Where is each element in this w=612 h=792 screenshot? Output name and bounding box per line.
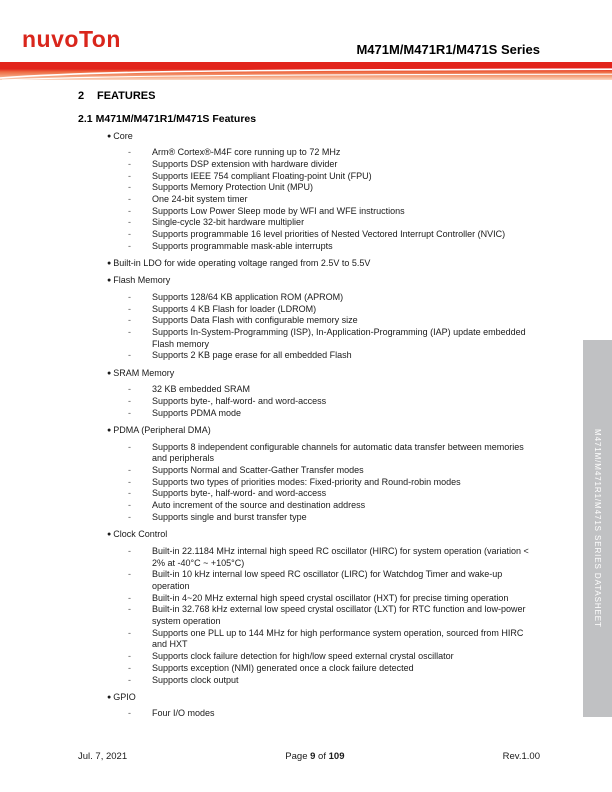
feature-label: Flash Memory	[113, 275, 171, 286]
feature-sub-text: Supports clock output	[152, 674, 239, 685]
bullet-icon: ●	[107, 277, 112, 285]
feature-group	[78, 275, 540, 362]
feature-sub-text: Supports Low Power Sleep mode by WFI and WFE instructions	[152, 205, 405, 216]
nuvoton-logo: nuvoTon	[22, 26, 121, 52]
dash-icon: -	[128, 476, 131, 487]
feature-sub-item	[128, 488, 540, 500]
footer-revision: Rev.1.00	[502, 751, 540, 762]
bullet-icon: ●	[107, 369, 112, 377]
feature-group	[78, 258, 540, 270]
bullet-icon: ●	[107, 531, 112, 539]
feature-sub-text: Arm® Cortex®-M4F core running up to 72 MHz	[152, 147, 341, 158]
dash-icon: -	[128, 500, 131, 511]
dash-icon: -	[128, 182, 131, 193]
dash-icon: -	[128, 592, 131, 603]
bullet-icon: ●	[107, 426, 112, 434]
dash-icon: -	[128, 147, 131, 158]
dash-icon: -	[128, 170, 131, 181]
dash-icon: -	[128, 407, 131, 418]
feature-sub-item	[128, 229, 540, 241]
footer-date: Jul. 7, 2021	[78, 751, 128, 762]
feature-sub-text: Supports 2 KB page erase for all embedded Flash	[152, 350, 352, 361]
feature-bullet-line	[107, 692, 540, 704]
feature-sub-item	[128, 147, 540, 159]
footer-of-word: of	[315, 751, 329, 762]
dash-icon: -	[128, 158, 131, 169]
feature-label: Core	[113, 130, 133, 141]
feature-label: PDMA (Peripheral DMA)	[113, 424, 211, 435]
dash-icon: -	[128, 662, 131, 673]
side-tab	[583, 340, 612, 717]
dash-icon: -	[128, 708, 131, 719]
page-content	[78, 90, 540, 720]
feature-sub-text: Supports Normal and Scatter-Gather Transfer modes	[152, 465, 364, 476]
feature-sub-item	[128, 194, 540, 206]
dash-icon: -	[128, 511, 131, 522]
feature-label: GPIO	[113, 691, 136, 702]
feature-sub-text: Supports byte-, half-word- and word-access	[152, 488, 327, 499]
feature-sub-text: Four I/O modes	[152, 708, 215, 719]
feature-sub-item	[128, 384, 540, 396]
dash-icon: -	[128, 315, 131, 326]
feature-bullet-line	[107, 529, 540, 541]
dash-icon: -	[128, 205, 131, 216]
feature-sub-text: Supports programmable 16 level priorities of Nested Vectored Interrupt Controller (NVIC)	[152, 229, 506, 240]
feature-sub-text: Supports byte-, half-word- and word-access	[152, 396, 327, 407]
feature-group	[78, 425, 540, 524]
feature-sub-text: Supports 8 independent configurable channels for automatic data transfer between memories and peripherals	[152, 441, 524, 464]
feature-sub-item	[128, 569, 540, 592]
feature-label: Built-in LDO for wide operating voltage ranged from 2.5V to 5.5V	[113, 258, 371, 269]
dash-icon: -	[128, 604, 131, 615]
feature-sub-items	[78, 442, 540, 524]
feature-sub-text: Supports exception (NMI) generated once a clock failure detected	[152, 662, 414, 673]
feature-sub-text: Supports DSP extension with hardware divider	[152, 158, 338, 169]
feature-sub-item	[128, 408, 540, 420]
feature-sub-item	[128, 241, 540, 253]
feature-sub-item	[128, 546, 540, 569]
feature-group	[78, 131, 540, 253]
footer-page-indicator	[285, 751, 344, 762]
feature-sub-text: 32 KB embedded SRAM	[152, 384, 251, 395]
feature-sub-item	[128, 350, 540, 362]
feature-sub-item	[128, 512, 540, 524]
feature-sub-item	[128, 304, 540, 316]
feature-sub-text: Supports two types of priorities modes: Fixed-priority and Round-robin modes	[152, 476, 461, 487]
footer-page-total: 109	[328, 751, 345, 762]
dash-icon: -	[128, 350, 131, 361]
feature-sub-text: Auto increment of the source and destination address	[152, 500, 366, 511]
feature-sub-item	[128, 315, 540, 327]
feature-sub-text: Supports Memory Protection Unit (MPU)	[152, 182, 314, 193]
banner-swoosh-graphic	[0, 62, 612, 80]
dash-icon: -	[128, 194, 131, 205]
feature-bullet-line	[107, 275, 540, 287]
feature-sub-item	[128, 206, 540, 218]
feature-sub-item	[128, 651, 540, 663]
dash-icon: -	[128, 545, 131, 556]
feature-sub-items	[78, 147, 540, 252]
feature-sub-item	[128, 159, 540, 171]
section-title: FEATURES	[97, 90, 156, 102]
feature-bullet-line	[107, 258, 540, 270]
section-number: 2	[78, 90, 85, 102]
feature-sub-text: Supports single and burst transfer type	[152, 511, 307, 522]
feature-sub-item	[128, 327, 540, 350]
feature-sub-text: Built-in 22.1184 MHz internal high speed RC oscillator (HIRC) for system operation (variation < 2% at -40°C ~ +105°C)	[152, 545, 529, 568]
footer-page-number: 9	[310, 751, 316, 762]
feature-sub-item	[128, 477, 540, 489]
side-tab-label: M471M/M471R1/M471S SERIES DATASHEET	[593, 429, 602, 628]
page-footer	[78, 751, 540, 762]
feature-sub-text: Supports IEEE 754 compliant Floating-point Unit (FPU)	[152, 170, 372, 181]
dash-icon: -	[128, 217, 131, 228]
feature-sub-text: Supports one PLL up to 144 MHz for high performance system operation, sourced from HIRC and HXT	[152, 627, 524, 650]
features-list	[78, 131, 540, 721]
subsection-title: M471M/M471R1/M471S Features	[95, 113, 257, 125]
feature-sub-text: Supports In-System-Programming (ISP), In-Application-Programming (IAP) update embedded Flash memory	[152, 327, 526, 349]
feature-label: Clock Control	[113, 529, 168, 540]
feature-sub-text: Supports clock failure detection for high/low speed external crystal oscillator	[152, 651, 454, 662]
dash-icon: -	[128, 465, 131, 476]
feature-sub-text: Supports 128/64 KB application ROM (APROM)	[152, 291, 344, 302]
feature-sub-item	[128, 292, 540, 304]
feature-sub-item	[128, 442, 540, 465]
dash-icon: -	[128, 384, 131, 395]
header-banner	[0, 62, 612, 80]
dash-icon: -	[128, 569, 131, 580]
feature-bullet-line	[107, 131, 540, 143]
feature-sub-item	[128, 628, 540, 651]
feature-sub-item	[128, 396, 540, 408]
dash-icon: -	[128, 441, 131, 452]
feature-label: SRAM Memory	[113, 367, 175, 378]
feature-sub-item	[128, 593, 540, 605]
dash-icon: -	[128, 674, 131, 685]
feature-sub-item	[128, 217, 540, 229]
feature-sub-text: Built-in 4~20 MHz external high speed crystal oscillator (HXT) for precise timing operation	[152, 592, 509, 603]
feature-group	[78, 368, 540, 420]
dash-icon: -	[128, 229, 131, 240]
dash-icon: -	[128, 303, 131, 314]
feature-sub-text: One 24-bit system timer	[152, 194, 248, 205]
feature-group	[78, 529, 540, 686]
bullet-icon: ●	[107, 132, 112, 140]
feature-bullet-line	[107, 425, 540, 437]
feature-sub-items	[78, 292, 540, 362]
feature-sub-items	[78, 708, 540, 720]
feature-sub-item	[128, 500, 540, 512]
bullet-icon: ●	[107, 693, 112, 701]
feature-sub-item	[128, 663, 540, 675]
feature-sub-item	[128, 465, 540, 477]
dash-icon: -	[128, 291, 131, 302]
feature-sub-item	[128, 171, 540, 183]
feature-sub-item	[128, 675, 540, 687]
dash-icon: -	[128, 396, 131, 407]
feature-sub-text: Single-cycle 32-bit hardware multiplier	[152, 217, 305, 228]
feature-sub-item	[128, 182, 540, 194]
series-title: M471M/M471R1/M471S Series	[356, 42, 540, 57]
feature-sub-text: Built-in 32.768 kHz external low speed crystal oscillator (LXT) for RTC function and low-power system operation	[152, 604, 526, 627]
subsection-number: 2.1	[78, 113, 93, 125]
feature-sub-items	[78, 546, 540, 686]
feature-sub-text: Supports 4 KB Flash for loader (LDROM)	[152, 303, 317, 314]
subsection-heading	[78, 113, 540, 125]
dash-icon: -	[128, 651, 131, 662]
dash-icon: -	[128, 488, 131, 499]
section-heading	[78, 90, 540, 102]
feature-bullet-line	[107, 368, 540, 380]
feature-group	[78, 692, 540, 720]
dash-icon: -	[128, 627, 131, 638]
feature-sub-item	[128, 604, 540, 627]
feature-sub-items	[78, 384, 540, 419]
feature-sub-item	[128, 708, 540, 720]
dash-icon: -	[128, 327, 131, 338]
feature-sub-text: Supports programmable mask-able interrupts	[152, 240, 333, 251]
bullet-icon: ●	[107, 260, 112, 268]
dash-icon: -	[128, 240, 131, 251]
feature-sub-text: Built-in 10 kHz internal low speed RC oscillator (LIRC) for Watchdog Timer and wake-up operation	[152, 569, 503, 591]
footer-page-word: Page	[285, 751, 311, 762]
feature-sub-text: Supports PDMA mode	[152, 407, 242, 418]
feature-sub-text: Supports Data Flash with configurable memory size	[152, 315, 358, 326]
